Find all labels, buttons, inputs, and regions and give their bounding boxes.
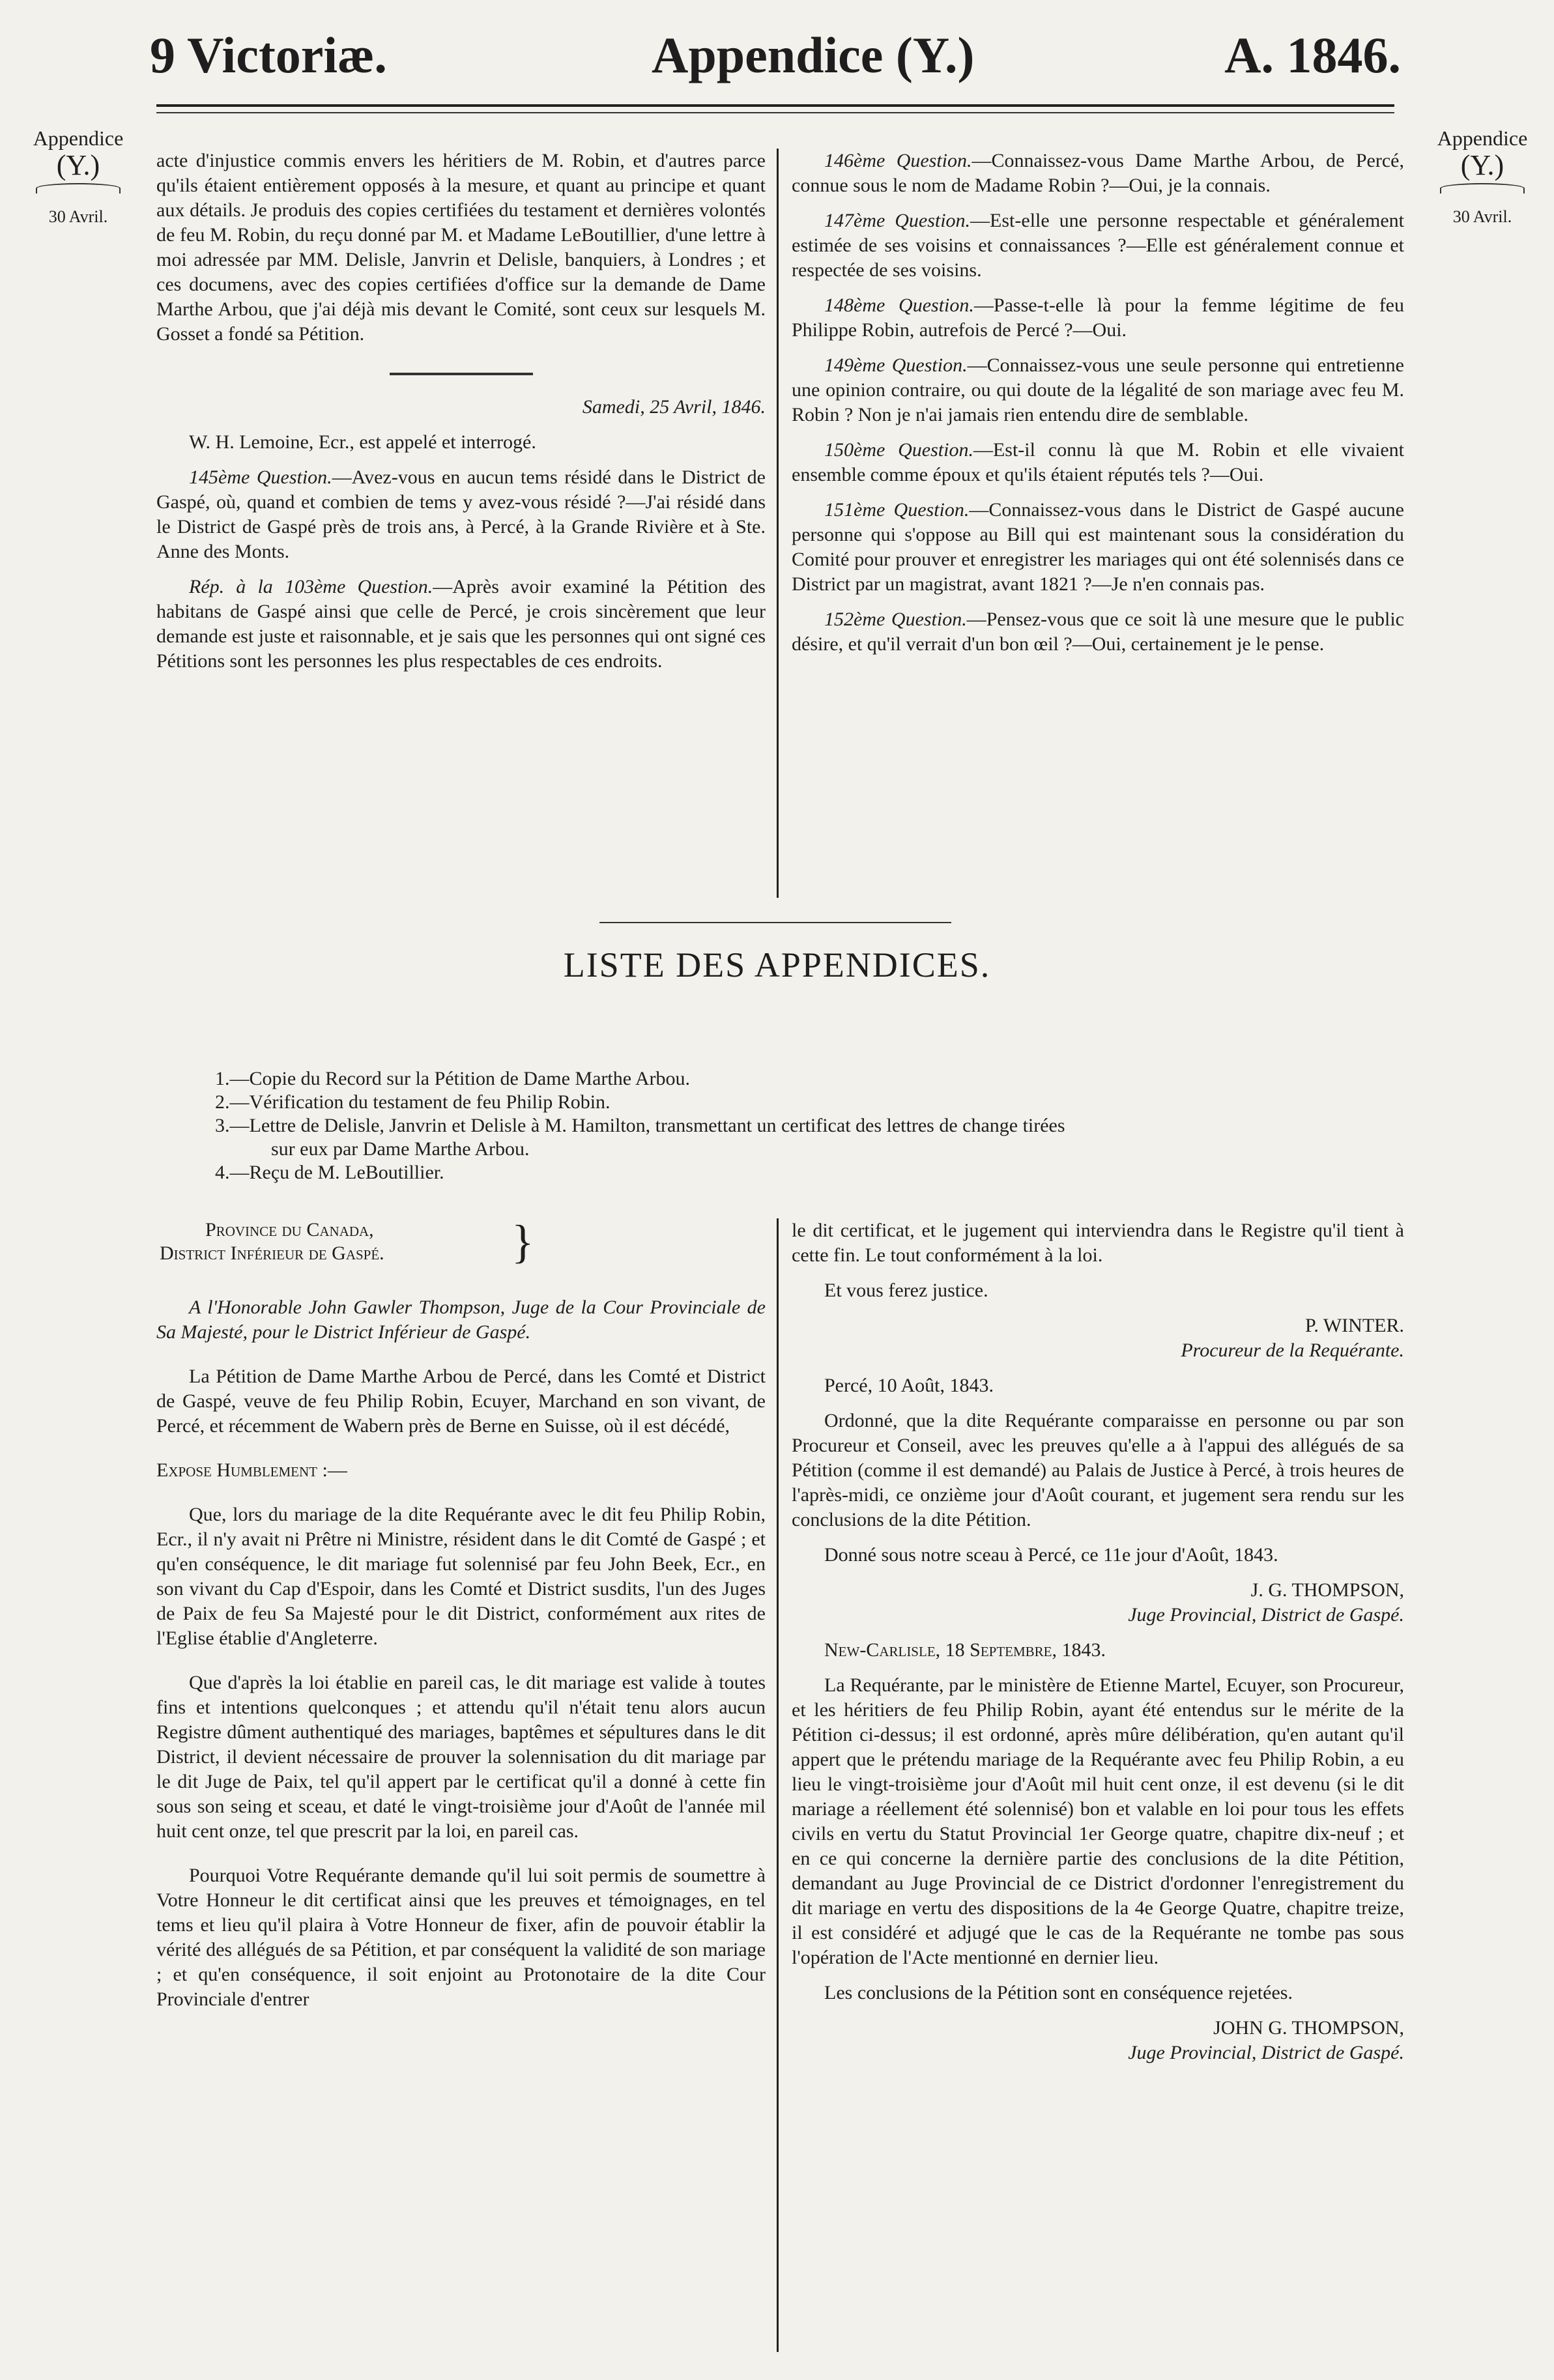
province-line: Province du Canada, <box>205 1219 374 1240</box>
petition-right-column <box>792 1218 1404 2076</box>
margin-note-date: 30 Avril. <box>1452 207 1512 226</box>
margin-note-code: (Y.) <box>1460 149 1504 182</box>
signature-thompson: J. G. THOMPSON, <box>1250 1579 1404 1601</box>
session-date: Samedi, 25 Avril, 1846. <box>582 396 766 418</box>
top-left-column <box>156 149 766 684</box>
petition-paragraph: le dit certificat, et le jugement qui interviendra dans le Registre qu'il tient à cette fin. Le tout conformément à la loi. <box>792 1220 1404 1266</box>
margin-note-right <box>1420 127 1544 226</box>
column-divider <box>777 149 779 898</box>
top-right-column <box>792 149 1404 667</box>
expose-heading: Expose Humblement :— <box>156 1459 347 1481</box>
question-152: 152ème Question.—Pensez-vous que ce soit là une mesure que le public désire, et qu'il verrait d'un bon œil ?—Oui, certainement je le pense. <box>792 609 1405 655</box>
list-item: 1.—Copie du Record sur la Pétition de Dame Marthe Arbou. <box>215 1068 691 1089</box>
answer-103: Rép. à la 103ème Question.—Après avoir examiné la Pétition des habitans de Gaspé ainsi que celle de Percé, je crois sincèrement que leur demande est juste et raisonnable, et je sais que les personnes qui ont signé ces Pétitions sont les personnes les plus respectables de ces endroits. <box>156 576 766 672</box>
appendix-list-title: LISTE DES APPENDICES. <box>563 945 991 984</box>
petition-paragraph: Pourquoi Votre Requérante demande qu'il lui soit permis de soumettre à Votre Honneur le dit certificat ainsi que les preuves et témoignages, en tel tems et lieu qu'il plaira à Votre Honneur de fixer, afin de pouvoir établir la vérité des allégués de sa Pétition, et par conséquent la validité de son mariage ; et qu'en conséquence, il soit enjoint au Protonotaire de la dite Cour Provinciale d'entrer <box>156 1865 766 2010</box>
list-item: 2.—Vérification du testament de feu Philip Robin. <box>215 1091 611 1113</box>
margin-brace <box>36 183 121 194</box>
petition-closing: Et vous ferez justice. <box>824 1280 988 1301</box>
petition-paragraph: Que d'après la loi établie en pareil cas, le dit mariage est valide à toutes fins et intentions quelconques ; et attendu qu'il n'était tenu alors aucun Registre dûment authentiqué des mariages, baptêmes et sépultures dans le dit District, il devient nécessaire de prouver la solennisation du dit mariage par le dit Juge de Paix, tel qu'il appert par le certificat qu'il a donné à cette fin sous son seing et sceau, et daté le vingt-troisième jour d'Août de l'année mil huit cent onze, tel que prescrit par la loi, en pareil cas. <box>156 1672 766 1842</box>
order-paragraph: Ordonné, que la dite Requérante comparaisse en personne ou par son Procureur et Conseil, avec les preuves qu'elle a à l'appui des allégués de sa Pétition (comme il est demandé) au Palais de Justice à Percé, à trois heures de l'après-midi, ce onzième jour d'Août courant, et jugement sera rendu sur les conclusions de la dite Pétition. <box>792 1410 1404 1530</box>
dateline: New-Carlisle, 18 Septembre, 1843. <box>824 1639 1106 1661</box>
judgment-paragraph: La Requérante, par le ministère de Etienne Martel, Ecuyer, son Procureur, et les héritiers de feu Philip Robin, ayant été entendus sur le mérite de la Pétition ci-dessus; il est ordonné, après mûre délibération, qu'en autant qu'il appert que le prétendu mariage de la Requérante avec feu Philip Robin, a eu lieu le vingt-troisième jour d'Août mil huit cent onze, il est devenu (si le dit mariage a réellement été solennisé) bon et valable en loi pour tous les effets civils en vertu du Statut Provincial 1er George quatre, chapitre dix-neuf ; et en ce qui concerne la dernière partie des conclusions de la dite Pétition, demandant au Juge Provincial de ce District d'ordonner l'enregistrement du dit mariage en vertu des dispositions de la 4e George Quatre, chapitre treize, il est considéré et adjugé que le cas de la Requérante ne tombe pas sous l'opération de l'Acte mentionné en dernier lieu. <box>792 1674 1404 1968</box>
signature-john-thompson-title: Juge Provincial, District de Gaspé. <box>1128 2042 1404 2063</box>
margin-note-date: 30 Avril. <box>48 207 108 226</box>
province-heading <box>160 1216 570 1268</box>
column-divider <box>777 1218 779 2352</box>
question-150: 150ème Question.—Est-il connu là que M. Robin et elle vivaient ensemble comme époux et qu'ils étaient réputés tels ?—Oui. <box>792 439 1404 485</box>
question-145: 145ème Question.—Avez-vous en aucun tems résidé dans le District de Gaspé, où, quand et combien de tems y avez-vous résidé ?—J'ai résidé dans le District de Gaspé près de trois ans, à Percé, à la Grande Rivière et à Ste. Anne des Monts. <box>156 466 766 562</box>
header-year: A. 1846. <box>1224 27 1401 83</box>
signature-john-thompson: JOHN G. THOMPSON, <box>1213 2017 1404 2039</box>
witness-line: W. H. Lemoine, Ecr., est appelé et interrogé. <box>189 431 536 453</box>
dateline: Percé, 10 Août, 1843. <box>824 1375 994 1396</box>
list-item: 3.—Lettre de Delisle, Janvrin et Delisle à M. Hamilton, transmettant un certificat des lettres de change tirées <box>215 1115 1065 1136</box>
margin-note-left <box>16 127 140 226</box>
question-151: 151ème Question.—Connaissez-vous dans le District de Gaspé aucune personne qui s'oppose au Bill qui est maintenant sous la considération du Comité pour prouver et enregistrer les mariages qui ont été solennisés dans ce District par un magistrat, avant 1821 ?—Je n'en connais pas. <box>792 499 1404 595</box>
petition-paragraph: Que, lors du mariage de la dite Requérante avec le dit feu Philip Robin, Ecr., il n'y avait ni Prêtre ni Ministre, résident dans le dit Comté de Gaspé ; et qu'en conséquence, le dit mariage fut solennisé par feu John Beek, Ecr., en son vivant du Cap d'Espoir, dans les Comté et District susdits, l'un des Juges de Paix de feu Sa Majesté pour le dit District, conformément aux rites de l'Eglise établie d'Angleterre. <box>156 1504 766 1649</box>
seal-paragraph: Donné sous notre sceau à Percé, ce 11e jour d'Août, 1843. <box>824 1544 1278 1566</box>
header-appendix: Appendice (Y.) <box>652 27 975 83</box>
header-rule-thin <box>156 112 1394 113</box>
section-rule <box>599 922 951 923</box>
question-147: 147ème Question.—Est-elle une personne respectable et généralement estimée de ses voisins et connaissances ?—Elle est généralement connue et respectée de ses voisins. <box>792 210 1405 281</box>
signature-winter-title: Procureur de la Requérante. <box>1181 1340 1404 1361</box>
question-149: 149ème Question.—Connaissez-vous une seule personne qui entretienne une opinion contraire, ou qui doute de la légalité de son mariage avec feu M. Robin ? Non je n'ai jamais rien entendu dire de semblable. <box>792 354 1404 425</box>
conclusion-paragraph: Les conclusions de la Pétition sont en conséquence rejetées. <box>824 1982 1293 2003</box>
margin-note-label: Appendice <box>33 126 124 150</box>
page-header <box>150 26 1401 85</box>
petition-address: A l'Honorable John Gawler Thompson, Juge de la Cour Provinciale de Sa Majesté, pour le District Inférieur de Gaspé. <box>156 1297 766 1343</box>
signature-thompson-title: Juge Provincial, District de Gaspé. <box>1128 1604 1404 1626</box>
appendix-list <box>215 1068 1420 1186</box>
brace-glyph: } <box>511 1216 534 1268</box>
list-item-continued: sur eux par Dame Marthe Arbou. <box>271 1138 530 1160</box>
margin-brace <box>1440 183 1525 194</box>
header-rule <box>156 104 1394 107</box>
header-session: 9 Victoriæ. <box>150 27 387 83</box>
list-item: 4.—Reçu de M. LeBoutillier. <box>215 1162 444 1183</box>
district-line: District Inférieur de Gaspé. <box>160 1242 384 1264</box>
signature-winter: P. WINTER. <box>1305 1315 1404 1336</box>
petition-left-column <box>156 1295 766 2022</box>
margin-note-code: (Y.) <box>56 149 100 182</box>
section-divider <box>390 373 533 375</box>
paragraph: acte d'injustice commis envers les héritiers de M. Robin, et d'autres parce qu'ils étaient entièrement opposés à la mesure, et quant au principe et quant aux détails. Je produis des copies certifiées du testament et dernières volontés de feu M. Robin, du reçu donné par M. et Madame LeBoutillier, d'une lettre à moi adressée par MM. Delisle, Janvrin et Delisle, banquiers, à Londres ; et ces documens, avec des copies certifiées d'office sur la demande de Dame Marthe Arbou, que j'ai déjà mis devant le Comité, sont ceux sur lesquels M. Gosset a fondé sa Pétition. <box>156 150 766 345</box>
question-148: 148ème Question.—Passe-t-elle là pour la femme légitime de feu Philippe Robin, autrefois de Percé ?—Oui. <box>792 294 1404 341</box>
petition-intro: La Pétition de Dame Marthe Arbou de Percé, dans les Comté et District de Gaspé, veuve de feu Philip Robin, Ecuyer, Marchand en son vivant, de Percé, et récemment de Wabern près de Berne en Suisse, où il est décédé, <box>156 1366 766 1437</box>
margin-note-label: Appendice <box>1437 126 1528 150</box>
question-146: 146ème Question.—Connaissez-vous Dame Marthe Arbou, de Percé, connue sous le nom de Madame Robin ?—Oui, je la connais. <box>792 150 1404 196</box>
